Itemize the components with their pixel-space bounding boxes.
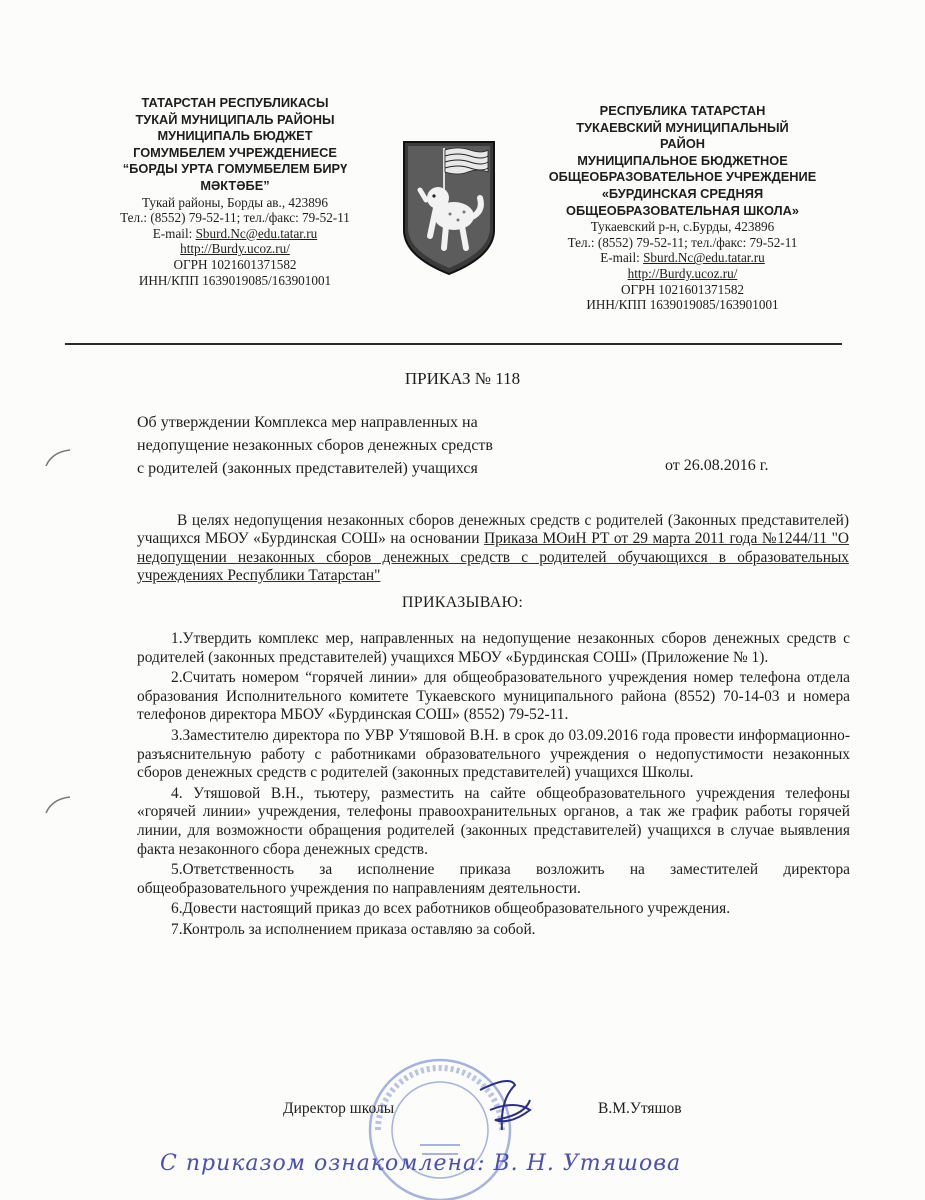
subject-line: с родителей (законных представителей) учащихся [137, 460, 478, 477]
order-item: 5.Ответственность за исполнение приказа возложить на заместителей директора общеобразовательного учреждения по направлениям деятельности. [137, 861, 850, 897]
header-left-inn: ИНН/КПП 1639019085/163901001 [138, 272, 332, 288]
signature-position: Директор школы [283, 1100, 395, 1117]
header-right-line: ТУКАЕВСКИЙ МУНИЦИПАЛЬНЫЙ [576, 119, 789, 135]
header-right-line: РАЙОН [659, 136, 706, 152]
order-item: 7.Контроль за исполнением приказа оставляю за собой. [171, 920, 536, 938]
order-date: от 26.08.2016 г. [665, 457, 769, 474]
intro-paragraph [137, 512, 849, 586]
header-left-line: ГОМУМБЕЛЕМ УЧРЕЖДЕНИЕСЕ [133, 144, 337, 160]
email-label: E-mail: [600, 250, 640, 266]
header-divider [65, 343, 842, 345]
header-right-line: «БУРДИНСКАЯ СРЕДНЯЯ [601, 185, 764, 201]
signature-name: В.М.Утяшов [598, 1100, 682, 1117]
order-items [137, 630, 850, 940]
header-left-line: “БОРДЫ УРТА ГОМУМБЕЛЕМ БИРҮ [122, 161, 348, 177]
header-right-email-link[interactable]: Sburd.Nc@edu.tatar.ru [643, 250, 765, 266]
intro-text: В целях недопущения незаконных сборов денежных средств с родителей (Законных представителей) учащихся МБОУ «Бурдинская СОШ» на основании [137, 512, 849, 548]
header-left-email-row [70, 226, 400, 242]
scan-mark-icon [44, 795, 74, 815]
header-right-phone: Тел.: (8552) 79-52-11; тел./факс: 79-52-11 [567, 234, 798, 250]
header-left-line: МӘКТӘБЕ” [200, 177, 270, 193]
header-left-line: МУНИЦИПАЛЬ БЮДЖЕТ [157, 128, 313, 144]
header-right [520, 103, 845, 313]
coat-of-arms-icon [400, 138, 498, 278]
subject-line: недопущение незаконных сборов денежных средств [137, 437, 493, 454]
order-title: ПРИКАЗ № 118 [404, 369, 521, 388]
decree-heading: ПРИКАЗЫВАЮ: [401, 594, 524, 611]
header-left [70, 95, 400, 288]
header-right-title [520, 103, 845, 219]
header-left-phone: Тел.: (8552) 79-52-11; тел./факс: 79-52-11 [120, 210, 350, 226]
header-right-line: ОБЩЕОБРАЗОВАТЕЛЬНАЯ ШКОЛА» [566, 202, 799, 218]
order-item: 2.Считать номером “горячей линии» для общеобразовательного учреждения номер телефона отдела образования Исполнительного комитете Тукаевского муниципального района (8552) 70-14-03 и номера телефонов директора МБОУ «Бурдинская СОШ» (8552) 79-52-11. [137, 669, 850, 724]
order-subject [137, 411, 567, 480]
handwritten-acknowledgement: С приказом ознакомлена: В. Н. Утяшова [160, 1151, 682, 1176]
director-signature-icon [470, 1070, 540, 1140]
header-left-line: ТАТАРСТАН РЕСПУБЛИКАСЫ [141, 95, 329, 110]
header-right-address: Тукаевский р-н, с.Бурды, 423896 [590, 219, 775, 235]
header-right-inn: ИНН/КПП 1639019085/163901001 [586, 297, 779, 313]
header-left-line: ТУКАЙ МУНИЦИПАЛЬ РАЙОНЫ [135, 111, 335, 127]
header-right-ogrn: ОГРН 1021601371582 [620, 281, 745, 297]
order-item: 4. Утяшовой В.Н., тьютеру, разместить на сайте общеобразовательного учреждения телефоны «горячей линии» учреждения, телефоны правоохранительных органов, а так же график работы горячей линии, для возможности обращения родителей (законных представителей) учащихся в случае выявления факта незаконного сбора денежных средств. [137, 784, 850, 858]
scan-mark-icon [44, 448, 74, 468]
header-right-email-row [520, 250, 845, 266]
header-right-line: РЕСПУБЛИКА ТАТАРСТАН [599, 103, 766, 118]
email-label: E-mail: [152, 225, 193, 241]
subject-line: Об утверждении Комплекса мер направленных на [137, 414, 478, 431]
header-left-ogrn: ОГРН 1021601371582 [173, 256, 297, 272]
order-item: 3.Заместителю директора по УВР Утяшовой В.Н. в срок до 03.09.2016 года провести информационно-разъяснительную работу с работниками образовательного учреждения о недопустимости незаконных сборов денежных средств с родителей (законных представителей) учащихся Школы. [137, 726, 850, 782]
header-right-url-link[interactable]: http://Burdy.ucoz.ru/ [627, 265, 738, 281]
header-left-url-link[interactable]: http://Burdy.ucoz.ru/ [180, 241, 290, 257]
header-right-line: МУНИЦИПАЛЬНОЕ БЮДЖЕТНОЕ [577, 152, 788, 168]
header-left-title [70, 95, 400, 195]
order-item: 1.Утвердить комплекс мер, направленных на недопущение незаконных сборов денежных средств с родителей (законных представителей) учащихся МБОУ «Бурдинская СОШ» (Приложение № 1). [137, 630, 850, 666]
order-item: 6.Довести настоящий приказ до всех работников общеобразовательного учреждения. [171, 900, 731, 918]
header-right-line: ОБЩЕОБРАЗОВАТЕЛЬНОЕ УЧРЕЖДЕНИЕ [548, 169, 817, 185]
header-left-address: Тукай районы, Борды ав., 423896 [141, 194, 328, 210]
header-left-email-link[interactable]: Sburd.Nc@edu.tatar.ru [195, 225, 318, 241]
ministry-order-link[interactable]: Приказа МОиН РТ от 29 марта 2011 года №1244/11 "О недопущении незаконных сборов денежных средств с родителей обучающихся в образовательных учреждениях Республики Татарстан" [137, 530, 849, 585]
